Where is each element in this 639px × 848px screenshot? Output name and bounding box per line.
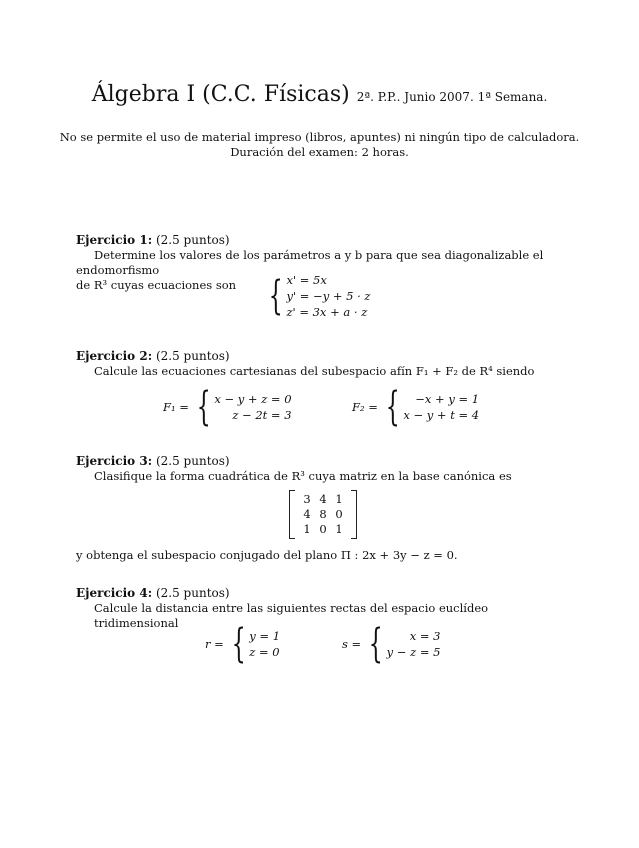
ex2-heading-label: Ejercicio 2: bbox=[76, 349, 153, 363]
ex1-text-1: Determine los valores de los parámetros a y b para que sea diagonalizable el endomorfismo bbox=[76, 248, 544, 277]
ex2-f1-label: F₁ = bbox=[163, 400, 189, 414]
ex4-s-equations bbox=[387, 628, 441, 660]
ex4-r-brace: { bbox=[231, 621, 246, 667]
ex2-f1-equations bbox=[214, 391, 291, 423]
ex4-r-eq-2: z = 0 bbox=[249, 645, 280, 659]
exam-title-main: Álgebra I (C.C. Físicas) bbox=[91, 82, 350, 107]
ex4-heading bbox=[76, 586, 230, 600]
ex2-system-f1 bbox=[163, 384, 292, 430]
ex2-f1-eq-2: z − 2t = 3 bbox=[232, 408, 292, 422]
ex1-heading bbox=[76, 233, 230, 247]
ex2-f2-eq-1: −x + y = 1 bbox=[415, 392, 480, 406]
ex1-text-2: de R³ cuyas ecuaciones son bbox=[76, 278, 237, 292]
ex4-s-brace: { bbox=[368, 621, 383, 667]
ex1-system bbox=[265, 272, 370, 320]
ex4-r-equations bbox=[249, 628, 280, 660]
note-duration: Duración del examen: 2 horas. bbox=[230, 145, 409, 159]
ex4-s-eq-1: x = 3 bbox=[409, 629, 441, 643]
matrix-right-bracket bbox=[351, 490, 357, 539]
matrix-entry: 1 bbox=[303, 522, 311, 536]
ex3-heading bbox=[76, 454, 230, 468]
matrix-entry: 0 bbox=[319, 522, 327, 536]
exam-title-sub: 2ª. P.P.. Junio 2007. 1ª Semana. bbox=[356, 90, 548, 104]
ex2-f1-eq-1: x − y + z = 0 bbox=[214, 392, 292, 406]
ex1-brace: { bbox=[268, 273, 283, 319]
ex2-system-f2 bbox=[352, 384, 480, 430]
ex1-eq-3: z' = 3x + a · z bbox=[286, 305, 368, 319]
matrix-entry: 8 bbox=[319, 507, 327, 521]
ex4-heading-label: Ejercicio 4: bbox=[76, 586, 153, 600]
ex1-heading-label: Ejercicio 1: bbox=[76, 233, 153, 247]
exam-title bbox=[0, 82, 639, 107]
matrix-entry: 1 bbox=[335, 522, 343, 536]
matrix-entry: 4 bbox=[319, 492, 327, 506]
ex3-heading-label: Ejercicio 3: bbox=[76, 454, 153, 468]
ex2-heading bbox=[76, 349, 230, 363]
ex2-f1-brace: { bbox=[196, 384, 211, 430]
ex4-r-eq-1: y = 1 bbox=[249, 629, 281, 643]
ex3-matrix bbox=[289, 490, 357, 539]
matrix-entry: 1 bbox=[335, 492, 343, 506]
ex4-line-s bbox=[342, 621, 441, 667]
ex3-text-2: y obtenga el subespacio conjugado del plano Π : 2x + 3y − z = 0. bbox=[76, 548, 458, 562]
ex2-f2-brace: { bbox=[385, 384, 400, 430]
ex2-points: (2.5 puntos) bbox=[155, 349, 230, 363]
matrix-entry: 0 bbox=[335, 507, 343, 521]
ex2-f2-eq-2: x − y + t = 4 bbox=[403, 408, 480, 422]
ex4-s-eq-2: y − z = 5 bbox=[386, 645, 441, 659]
ex2-f2-label: F₂ = bbox=[352, 400, 378, 414]
ex1-points: (2.5 puntos) bbox=[155, 233, 230, 247]
ex1-eq-1: x' = 5x bbox=[286, 273, 327, 287]
ex2-text-1: Calcule las ecuaciones cartesianas del subespacio afín F₁ + F₂ de R⁴ siendo bbox=[94, 364, 535, 378]
ex4-r-label: r = bbox=[205, 637, 224, 651]
matrix-entries bbox=[295, 490, 351, 539]
matrix-entry: 3 bbox=[303, 492, 311, 506]
ex3-text-1: Clasifique la forma cuadrática de R³ cuya matriz en la base canónica es bbox=[94, 469, 512, 483]
ex4-points: (2.5 puntos) bbox=[155, 586, 230, 600]
note-materials: No se permite el uso de material impreso (libros, apuntes) ni ningún tipo de calculadora. bbox=[59, 130, 580, 144]
exam-notes bbox=[0, 130, 639, 160]
ex1-eq-2: y' = −y + 5 · z bbox=[286, 289, 371, 303]
ex4-s-label: s = bbox=[342, 637, 362, 651]
ex4-text-1: Calcule la distancia entre las siguientes rectas del espacio euclídeo tridimensional bbox=[94, 601, 489, 630]
matrix-entry: 4 bbox=[303, 507, 311, 521]
ex3-points: (2.5 puntos) bbox=[155, 454, 230, 468]
ex2-f2-equations bbox=[403, 391, 479, 423]
ex4-line-r bbox=[205, 621, 281, 667]
ex1-equations bbox=[286, 272, 370, 320]
